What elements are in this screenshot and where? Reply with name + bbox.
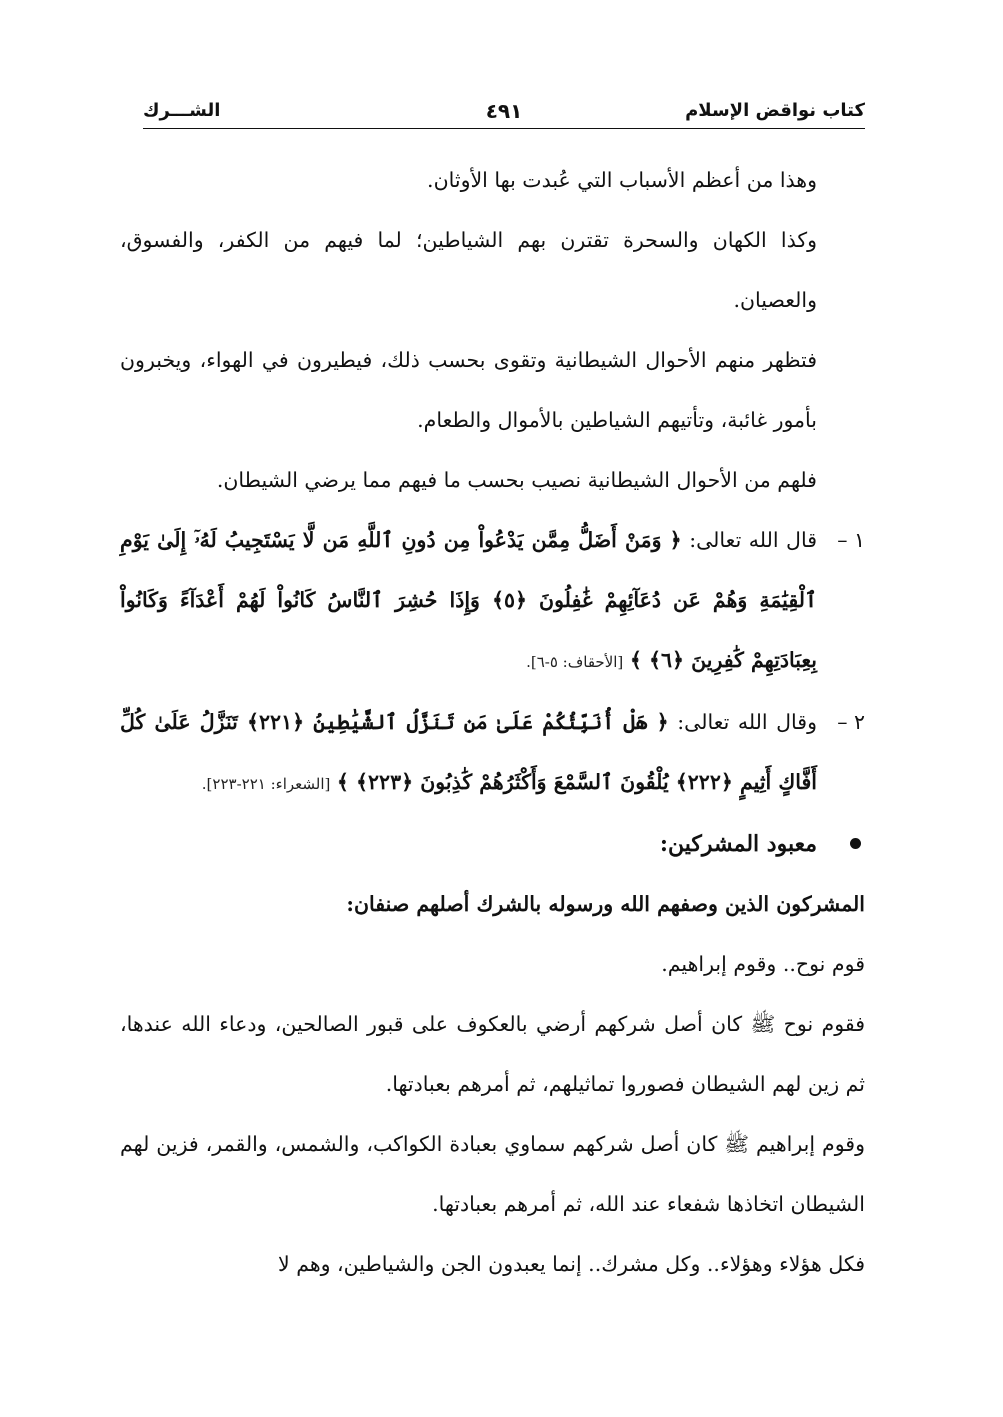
paragraph-8: وقوم إبراهيم ﷺ كان أصل شركهم سماوي بعبادة الكواكب، والشمس، والقمر، فزين لهم الشيطان اتخاذها شفعاء عند الله، ثم أمرهم بعبادتها. [120, 1132, 865, 1216]
section-heading [120, 814, 865, 874]
paragraph-2: وكذا الكهان والسحرة تقترن بهم الشياطين؛ لما فيهم من الكفر، والفسوق، والعصيان. [120, 228, 817, 312]
page-body [120, 150, 865, 1294]
item-1-verse: ﴿ وَمَنْ أَضَلُّ مِمَّن يَدْعُواْ مِن دُونِ ٱللَّهِ مَن لَّا يَسْتَجِيبُ لَهُۥٓ إِلَىٰ يَوْمِ ٱلْقِيَٰمَةِ وَهُمْ عَن دُعَآئِهِمْ غَٰفِلُونَ ﴿٥﴾ وَإِذَا حُشِرَ ٱلنَّاسُ كَانُواْ لَهُمْ أَعْدَآءً وَكَانُواْ بِعِبَادَتِهِمْ كَٰفِرِينَ ﴿٦﴾ ﴾ [120, 528, 817, 672]
item-1-citation: [الأحقاف: ٥-٦]. [526, 653, 624, 671]
item-2-intro: وقال الله تعالى: [677, 710, 817, 734]
list-item-1 [120, 510, 865, 692]
page-number: ٤٩١ [485, 99, 523, 123]
list-number-1: ١ – [837, 528, 865, 552]
paragraph-7: فقوم نوح ﷺ كان أصل شركهم أرضي بالعكوف على قبور الصالحين، ودعاء الله عندها، ثم زين لهم الشيطان فصوروا تماثيلهم، ثم أمرهم بعبادتها. [120, 1012, 865, 1096]
paragraph-6: قوم نوح.. وقوم إبراهيم. [661, 952, 865, 976]
header-divider [143, 128, 865, 129]
page-header [143, 100, 865, 130]
paragraph-3: فتظهر منهم الأحوال الشيطانية وتقوى بحسب ذلك، فيطيرون في الهواء، ويخبرون بأمور غائبة، وتأتيهم الشياطين بالأموال والطعام. [120, 348, 817, 432]
section-title: الشـــرك [143, 100, 221, 121]
paragraph-1: وهذا من أعظم الأسباب التي عُبدت بها الأوثان. [427, 168, 817, 192]
item-2-citation: [الشعراء: ٢٢١-٢٢٣]. [201, 775, 331, 793]
item-1-intro: قال الله تعالى: [689, 528, 817, 552]
book-title: كتاب نواقض الإسلام [685, 100, 865, 121]
paragraph-4: فلهم من الأحوال الشيطانية نصيب بحسب ما فيهم مما يرضي الشيطان. [216, 468, 817, 492]
section-heading-text: معبود المشركين: [659, 831, 817, 857]
item-2-verse: ﴿ هَلْ أُنَبِّئُكُمْ عَلَىٰ مَن تَنَزَّلُ ٱلشَّيَٰطِينُ ﴿٢٢١﴾ تَنَزَّلُ عَلَىٰ كُلِّ أَفَّاكٍ أَثِيمٍ ﴿٢٢٢﴾ يُلْقُونَ ٱلسَّمْعَ وَأَكْثَرُهُمْ كَٰذِبُونَ ﴿٢٢٣﴾ ﴾ [120, 710, 817, 794]
paragraph-5: المشركون الذين وصفهم الله ورسوله بالشرك أصلهم صنفان: [346, 892, 865, 916]
list-number-2: ٢ – [837, 710, 865, 734]
bullet-icon [850, 838, 861, 849]
paragraph-9: فكل هؤلاء وهؤلاء.. وكل مشرك.. إنما يعبدون الجن والشياطين، وهم لا [277, 1252, 865, 1276]
list-item-2 [120, 692, 865, 814]
